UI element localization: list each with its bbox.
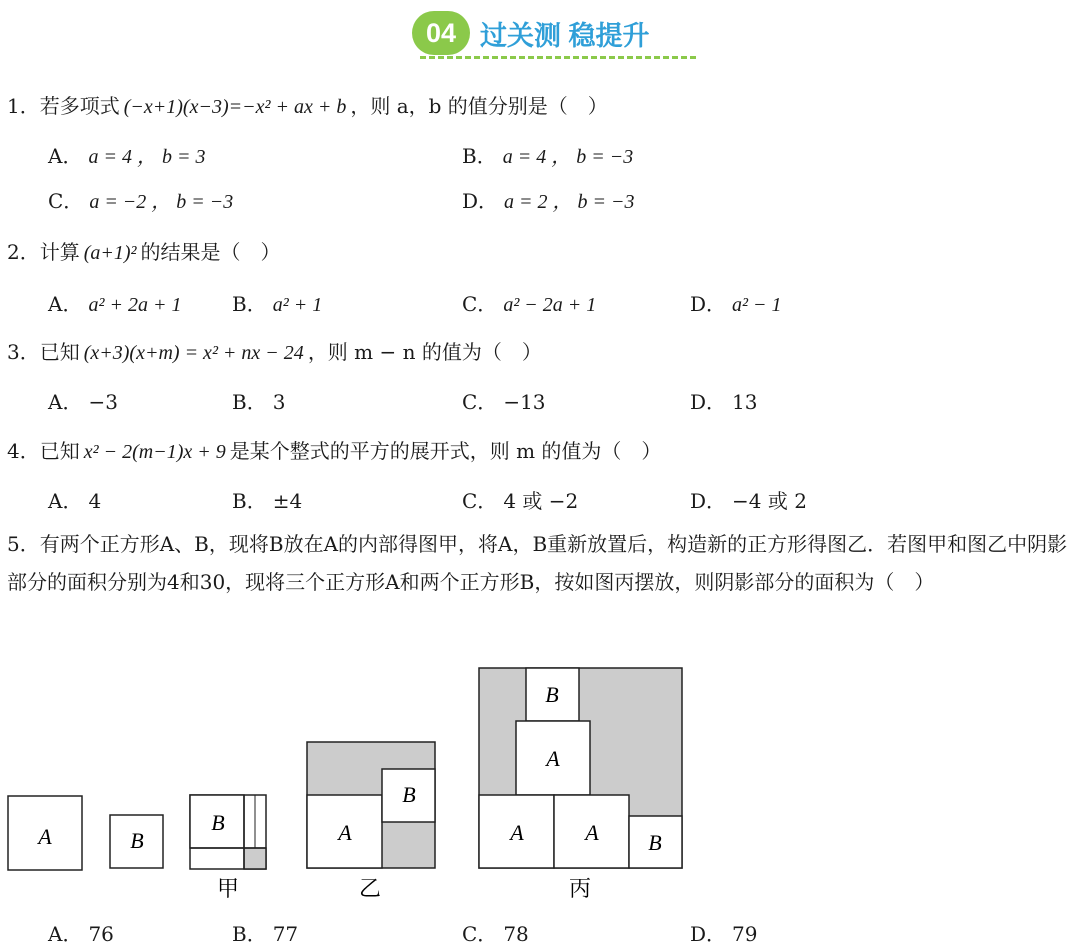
stem-expression: (−x+1)(x−3)=−x² + ax + b — [123, 96, 347, 118]
label-b: B — [648, 830, 662, 855]
stem-expression: (x+3)(x+m) = x² + nx − 24 — [83, 342, 304, 364]
option-text: −4 或 2 — [732, 489, 807, 513]
option-text: 13 — [732, 390, 758, 414]
question-1-option-b[interactable] — [462, 142, 633, 171]
squares-figure — [0, 660, 720, 910]
option-letter: C． — [462, 489, 498, 513]
stem-lead: 已知 — [39, 340, 80, 364]
figure-bing — [479, 668, 682, 901]
option-text: 79 — [732, 922, 758, 946]
question-2-option-d[interactable] — [690, 290, 782, 319]
caption-yi: 乙 — [358, 876, 382, 901]
question-1-option-d[interactable] — [462, 187, 635, 216]
option-text: ±4 — [272, 489, 303, 513]
question-5-option-c[interactable] — [462, 920, 529, 948]
option-text: 76 — [88, 922, 114, 946]
question-number: 4． — [7, 439, 40, 463]
question-2-option-c[interactable] — [462, 290, 596, 319]
figure-jia — [190, 795, 266, 901]
question-5-option-a[interactable] — [48, 920, 114, 948]
question-1-option-c[interactable] — [48, 187, 233, 216]
option-letter: B． — [232, 922, 267, 946]
stem-tail: ，则 a，b 的值分别是（ ） — [350, 94, 608, 118]
option-letter: C． — [462, 390, 498, 414]
label-a: A — [338, 820, 352, 845]
stem-expression: x² − 2(m−1)x + 9 — [83, 441, 226, 463]
question-3-option-c[interactable] — [462, 388, 546, 416]
question-3-stem — [7, 338, 542, 367]
question-2-stem — [7, 238, 281, 267]
option-letter: C． — [462, 922, 498, 946]
stem-lead: 计算 — [39, 240, 80, 264]
stem-tail: 是某个整式的平方的展开式，则 m 的值为（ ） — [229, 439, 662, 463]
option-letter: A． — [48, 922, 83, 946]
stem-expression: (a+1)² — [83, 242, 137, 264]
label-a: A — [510, 820, 524, 845]
option-text: a² + 1 — [272, 294, 323, 316]
label-b: B — [211, 810, 225, 835]
option-text: 78 — [503, 922, 529, 946]
option-text: a² − 2a + 1 — [503, 294, 597, 316]
caption-bing: 丙 — [568, 876, 592, 901]
option-text: 4 或 −2 — [503, 489, 579, 513]
option-letter: A． — [48, 292, 83, 316]
question-5-stem — [7, 525, 1077, 601]
option-letter: A． — [48, 144, 83, 168]
option-text: 3 — [272, 390, 286, 414]
option-text: a² − 1 — [732, 294, 782, 316]
option-letter: B． — [232, 390, 267, 414]
caption-jia: 甲 — [216, 876, 240, 901]
label-b: B — [545, 682, 559, 707]
option-text: a² + 2a + 1 — [88, 294, 182, 316]
option-text: a = 4 ， b = −3 — [502, 146, 634, 168]
option-letter: A． — [48, 390, 83, 414]
question-4-stem — [7, 437, 661, 466]
stem-tail: ，则 m − n 的值为（ ） — [307, 340, 542, 364]
label-b: B — [130, 828, 144, 853]
question-4-option-c[interactable] — [462, 487, 578, 515]
question-number: 1． — [7, 94, 40, 118]
option-text: a = 2 ， b = −3 — [504, 191, 635, 213]
option-letter: B． — [232, 292, 267, 316]
label-b: B — [402, 782, 416, 807]
option-letter: B． — [462, 144, 497, 168]
stem-lead: 已知 — [39, 439, 80, 463]
option-letter: C． — [462, 292, 498, 316]
question-4-option-b[interactable] — [232, 487, 302, 515]
option-letter: D． — [690, 922, 727, 946]
option-text: 4 — [88, 489, 102, 513]
label-a: A — [585, 820, 599, 845]
question-2-option-b[interactable] — [232, 290, 322, 319]
question-3-option-a[interactable] — [48, 388, 118, 416]
question-number: 3． — [7, 340, 40, 364]
question-4-option-d[interactable] — [690, 487, 807, 515]
question-3-option-b[interactable] — [232, 388, 285, 416]
question-number: 5． — [7, 532, 40, 556]
stem-lead: 若多项式 — [39, 94, 120, 118]
option-letter: D． — [690, 390, 727, 414]
label-a: A — [546, 746, 560, 771]
option-text: a = 4 ， b = 3 — [88, 146, 206, 168]
option-text: 77 — [272, 922, 299, 946]
section-header — [0, 0, 1080, 70]
option-text: −3 — [88, 390, 118, 414]
option-text: −13 — [503, 390, 546, 414]
section-title: 过关测 稳提升 — [480, 21, 650, 51]
option-text: a = −2 ， b = −3 — [89, 191, 234, 213]
question-1-stem — [7, 92, 608, 121]
option-letter: D． — [462, 189, 499, 213]
option-letter: C． — [48, 189, 84, 213]
question-5-option-d[interactable] — [690, 920, 758, 948]
question-1-option-a[interactable] — [48, 142, 205, 171]
option-letter: A． — [48, 489, 83, 513]
section-number-badge: 04 — [412, 11, 470, 55]
header-dashed-underline — [420, 56, 696, 59]
question-3-option-d[interactable] — [690, 388, 758, 416]
stem-tail: 的结果是（ ） — [140, 240, 281, 264]
option-letter: D． — [690, 489, 727, 513]
label-a: A — [38, 824, 52, 849]
question-5-option-b[interactable] — [232, 920, 298, 948]
question-number: 2． — [7, 240, 40, 264]
option-letter: D． — [690, 292, 727, 316]
question-2-option-a[interactable] — [48, 290, 181, 319]
option-letter: B． — [232, 489, 267, 513]
stem-text: 有两个正方形A、B，现将B放在A的内部得图甲，将A，B重新放置后，构造新的正方形得图乙．若图甲和图乙中阴影部分的面积分别为4和30，现将三个正方形A和两个正方形B，按如图丙摆放，则阴影部分的面积为（ ） — [7, 532, 1068, 594]
question-4-option-a[interactable] — [48, 487, 101, 515]
figure-yi — [307, 742, 435, 901]
jia-shaded-region — [244, 848, 266, 869]
